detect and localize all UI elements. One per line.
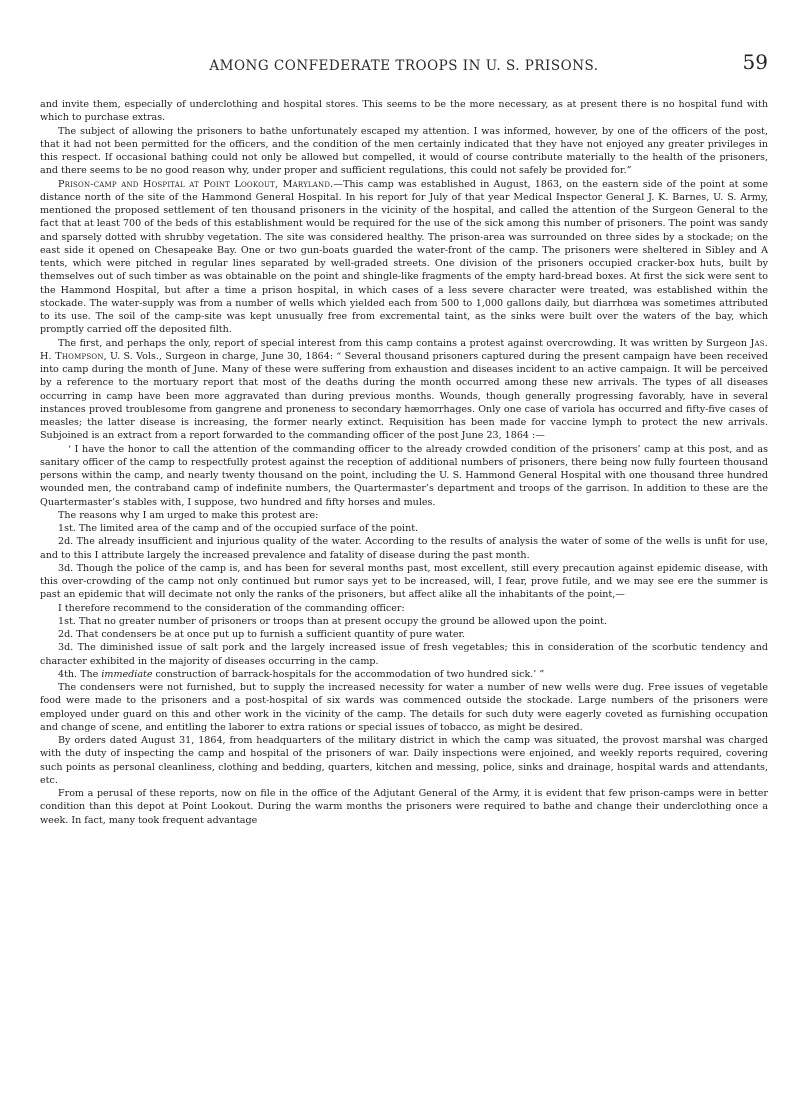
paragraph: and invite them, especially of underclothing and hospital stores. This seems to be the more necessary, as at present there is no hospital fund with which to purchase extras. — [40, 99, 768, 124]
list-item — [40, 668, 768, 681]
section-text: —This camp was established in August, 1863, on the eastern side of the point at some distance north of the site of the Hammond General Hospital. In his report for July of that year Medical Inspector General J. K. Barnes, U. S. Army, mentioned the proposed settlement of ten thousand prisoners in the vicinity of the hospital, and called the attention of the Surgeon General to the fact that at least 700 of the beds of this establishment would be required for the use of the sick among this number of prisoners. The point was sandy and sparsely dotted with shrubby vegetation. The site was considered healthy. The prison-area was surrounded on three sides by a stockade; on the east side it opened on Chesapeake Bay. One or two gun-boats guarded the water-front of the camp. The prisoners were sheltered in Sibley and A tents, which were pitched in regular lines separated by well-graded streets. One division of the prisoners occupied cracker-box huts, built by themselves out of such timber as was obtainable on the point and shingle-like fragments of the empty hard-bread boxes. At first the sick were sent to the Hammond Hospital, but after a time a prison hospital, in which cases of a less severe character were treated, was established within the stockade. The water-supply was from a number of wells which yielded each from 500 to 1,000 gallons daily, but diarrhœa was sometimes attributed to its use. The soil of the camp-site was kept unusually free from excremental taint, as the sinks were built over the waters of the bay, which promptly carried off the deposited filth. — [40, 178, 768, 336]
quoted-paragraph: ‘ I have the honor to call the attention of the commanding officer to the already crowded condition of the prisoners’ camp at this post, and as sanitary officer of the camp to respectfully protest against the reception of additional numbers of prisoners, there being now fully fourteen thousand persons within the camp, and nearly twenty thousand on the point, including the U. S. Hammond General Hospital with one thousand three hundred wounded men, the contraband camp of indefinite numbers, the Quartermaster’s department and troops of the garrison. In addition to these are the Quartermaster’s stables with, I suppose, two hundred and fifty horses and mules. — [40, 443, 768, 508]
paragraph: The condensers were not furnished, but to supply the increased necessity for water a number of new wells were dug. Free issues of vegetable food were made to the prisoners and a post-hospital of six wards was commenced outside the stockade. Large numbers of the prisoners were employed under guard on this and other work in the vicinity of the camp. The details for such duty were eagerly coveted as furnishing occupation and change of scene, and entitling the laborer to extra rations or special issues of tobacco, as might be desired. — [40, 682, 768, 733]
text-run: 4th. The — [58, 668, 102, 680]
list-item: 1st. The limited area of the camp and of the occupied surface of the point. — [58, 523, 419, 534]
list-item: 2d. That condensers be at once put up to furnish a sufficient quantity of pure water. — [58, 629, 466, 640]
page-header — [40, 50, 768, 80]
section-paragraph — [40, 178, 768, 337]
paragraph: I therefore recommend to the consideration of the commanding officer: — [58, 602, 405, 614]
paragraph: By orders dated August 31, 1864, from headquarters of the military district in which the camp was situated, the provost marshal was charged with the duty of inspecting the camp and hospital of the prisoners of war. Daily inspections were enjoined, and weekly reports required, covering such points as personal cleanliness, clothing and bedding, quarters, kitchen and messing, police, sinks and drainage, hospital wards and attendants, etc. — [40, 735, 768, 786]
paragraph: The reasons why I am urged to make this protest are: — [58, 509, 319, 521]
person-name: Jas. H. Thompson — [40, 337, 768, 362]
text-run: The first, and perhaps the only, report of special interest from this camp contains a protest against overcrowding. It was written by Surgeon — [58, 337, 751, 349]
running-head: AMONG CONFEDERATE TROOPS IN U. S. PRISONS. — [209, 58, 599, 74]
list-item: 3d. Though the police of the camp is, and has been for several months past, most excellent, still every precaution against epidemic disease, with this over-crowding of the camp not only continued but rumor says yet to be increased, will, I fear, prove futile, and we may see ere the summer is past an epidemic that will decimate not only the ranks of the prisoners, but affect alike all the inhabitants of the point,— — [40, 562, 768, 601]
text-run: , U. S. Vols., Surgeon in charge, June 30, 1864: “ Several thousand prisoners captured during the present campaign have been received into camp during the month of June. Many of these were suffering from exhaustion and diseases incident to an active campaign. It will be perceived by a reference to the mortuary report that most of the deaths during the month occurred among these new arrivals. The types of all diseases occurring in camp have been more aggravated than during previous months. Wounds, though generally progressing favorably, have in several instances proved troublesome from gangrene and proneness to secondary hæmorrhages. Only one case of variola has occurred and fifty-five cases of measles; the latter disease is increasing, the former nearly extinct. Requisition has been made for vaccine lymph to protect the new arrivals. Subjoined is an extract from a report forwarded to the commanding officer of the post June 23, 1864 :— — [40, 350, 768, 442]
list-item: 2d. The already insufficient and injurious quality of the water. According to the results of analysis the water of some of the wells is unfit for use, and to this I attribute largely the increased prevalence and fatality of disease during the past month. — [40, 536, 768, 561]
list-item: 3d. The diminished issue of salt pork and the largely increased issue of fresh vegetables; this in consideration of the scorbutic tendency and character exhibited in the majority of diseases occurring in the camp. — [40, 642, 768, 667]
paragraph: The subject of allowing the prisoners to bathe unfortunately escaped my attention. I was informed, however, by one of the officers of the post, that it had not been permitted for the officers, and the condition of the men certainly indicated that they have not enjoyed any greater privileges in this respect. If occasional bathing could not only be allowed but compelled, it would of course contribute materially to the health of the prisoners, and there seems to be no good reason why, under proper and sufficient regulations, this could not safely be provided for.” — [40, 125, 768, 177]
list-item: 1st. That no greater number of prisoners or troops than at present occupy the ground be allowed upon the point. — [58, 615, 608, 627]
section-heading: Prison-camp and Hospital at Point Lookout, Maryland. — [58, 178, 334, 190]
paragraph — [40, 337, 768, 443]
page-number: 59 — [742, 50, 768, 74]
text-run: construction of barrack-hospitals for the accommodation of two hundred sick.’ ” — [152, 668, 545, 680]
body-text — [40, 98, 768, 1098]
paragraph: From a perusal of these reports, now on file in the office of the Adjutant General of the Army, it is evident that few prison-camps were in better condition than this depot at Point Lookout. During the warm months the prisoners were required to bathe and change their underclothing once a week. In fact, many took frequent advantage — [40, 788, 768, 826]
emphasis: immediate — [101, 668, 153, 680]
